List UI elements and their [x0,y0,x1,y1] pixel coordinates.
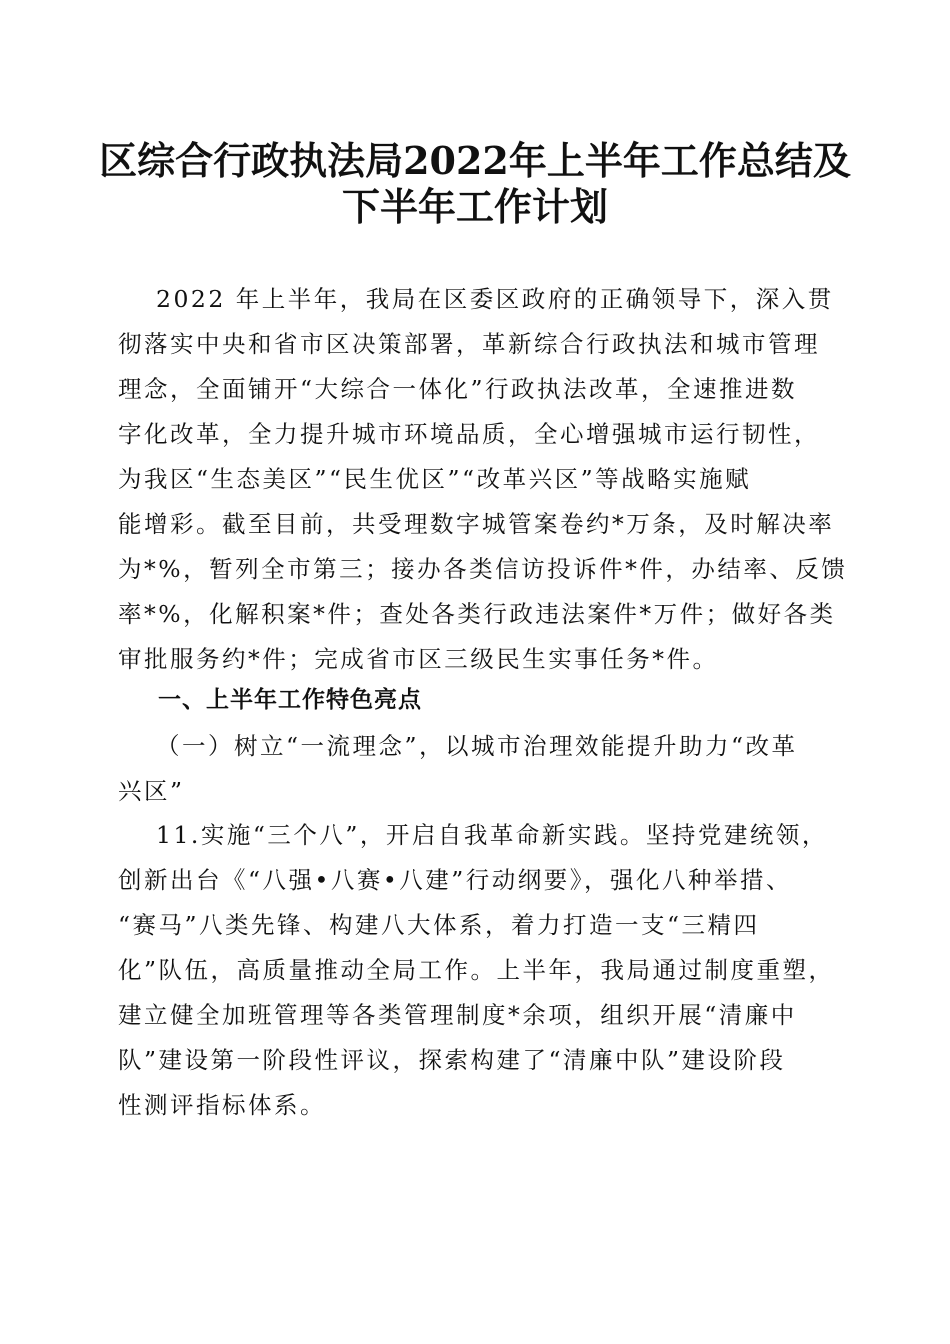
subsection-heading-1 [118,724,830,814]
section-heading-1: 一、上半年工作特色亮点 [158,687,422,713]
item-paragraph-11 [118,813,835,1128]
subsection-heading-line: 兴区” [118,777,185,805]
item-line: 创新出台《“八强•八赛•八建”行动纲要》，强化八种举措、 [118,866,792,894]
item-line: “赛马”八类先锋、构建八大体系，着力打造一支“三精四 [118,911,760,939]
item-line: 11.实施“三个八”，开启自我革命新实践。坚持党建统领， [156,821,828,849]
intro-paragraph [118,277,848,682]
item-line: 建立健全加班管理等各类管理制度*余项，组织开展“清廉中 [118,1001,797,1029]
intro-line: 字化改革，全力提升城市环境品质，全心增强城市运行韧性， [118,420,820,448]
subsection-heading-line: （一）树立“一流理念”，以城市治理效能提升助力“改革 [156,732,798,760]
document-title-line-2: 下半年工作计划 [341,184,608,229]
intro-line: 审批服务约*件；完成省市区三级民生实事任务*件。 [118,645,719,673]
intro-line: 理念，全面铺开“大综合一体化”行政执法改革，全速推进数 [118,375,798,403]
item-line: 队”建设第一阶段性评议，探索构建了“清廉中队”建设阶段 [118,1046,786,1074]
document-title-line-1: 区综合行政执法局2022年上半年工作总结及 [99,138,851,183]
item-line: 性测评指标体系。 [118,1091,326,1119]
intro-line: 2022 年上半年，我局在区委区政府的正确领导下，深入贯 [156,285,834,313]
intro-line: 为*%，暂列全市第三；接办各类信访投诉件*件，办结率、反馈 [118,555,848,583]
intro-line: 为我区“生态美区”“民生优区”“改革兴区”等战略实施赋 [118,465,752,493]
intro-line: 彻落实中央和省市区决策部署，革新综合行政执法和城市管理 [118,330,820,358]
intro-line: 能增彩。截至目前，共受理数字城管案卷约*万条，及时解决率 [118,510,835,538]
intro-line: 率*%，化解积案*件；查处各类行政违法案件*万件；做好各类 [118,600,836,628]
item-line: 化”队伍，高质量推动全局工作。上半年，我局通过制度重塑， [118,956,835,984]
